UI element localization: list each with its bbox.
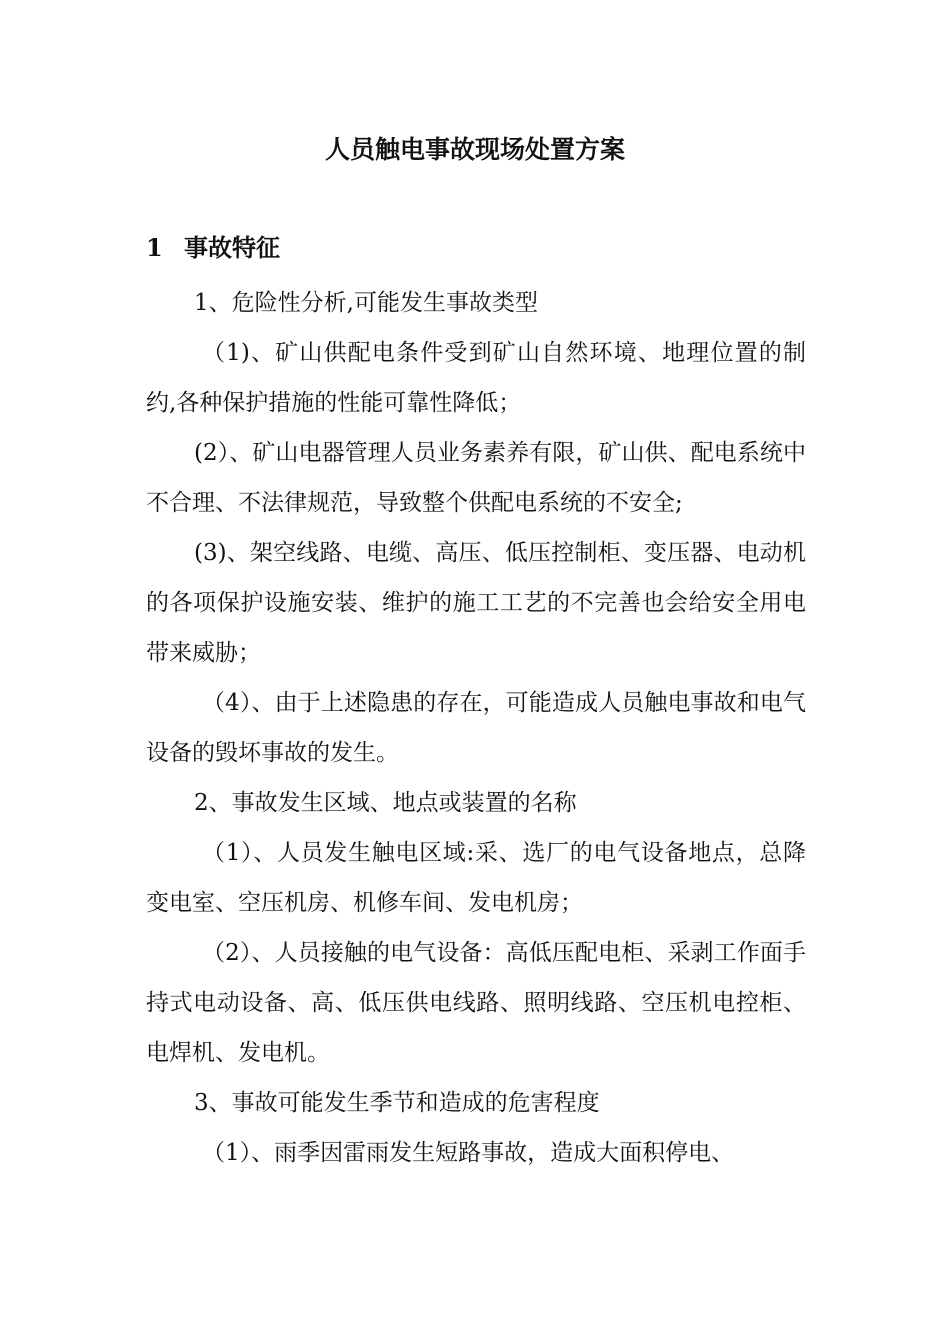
paragraph-item-4: （4）、由于上述隐患的存在，可能造成人员触电事故和电气设备的毁坏事故的发生。 xyxy=(146,690,806,766)
paragraph-item-3: (3)、架空线路、电缆、高压、低压控制柜、变压器、电动机的各项保护设施安装、维护的施工工艺的不完善也会给安全用电带来威胁； xyxy=(146,540,806,666)
section-heading xyxy=(146,228,280,268)
subsection-heading-3: 3、事故可能发生季节和造成的危害程度 xyxy=(194,1090,600,1116)
section-title: 事故特征 xyxy=(184,233,280,262)
subsection-heading-2: 2、事故发生区域、地点或装置的名称 xyxy=(194,790,577,816)
subsection-heading-1: 1、危险性分析,可能发生事故类型 xyxy=(194,290,538,316)
paragraph-item-2: (2）、矿山电器管理人员业务素养有限，矿山供、配电系统中不合理、不法律规范，导致整个供配电系统的不安全; xyxy=(146,440,806,516)
paragraph-item-7: （1）、雨季因雷雨发生短路事故，造成大面积停电、 xyxy=(202,1140,735,1166)
document-title: 人员触电事故现场处置方案 xyxy=(324,135,625,164)
section-number: 1 xyxy=(146,233,163,262)
paragraph-item-5: （1）、人员发生触电区域:采、选厂的电气设备地点，总降变电室、空压机房、机修车间、发电机房； xyxy=(146,840,806,916)
document-body xyxy=(146,278,806,1178)
paragraph-item-1: （1)、矿山供配电条件受到矿山自然环境、地理位置的制约,各种保护措施的性能可靠性降低； xyxy=(146,340,806,416)
paragraph-item-6: （2）、人员接触的电气设备：高低压配电柜、采剥工作面手持式电动设备、高、低压供电线路、照明线路、空压机电控柜、电焊机、发电机。 xyxy=(146,940,806,1066)
